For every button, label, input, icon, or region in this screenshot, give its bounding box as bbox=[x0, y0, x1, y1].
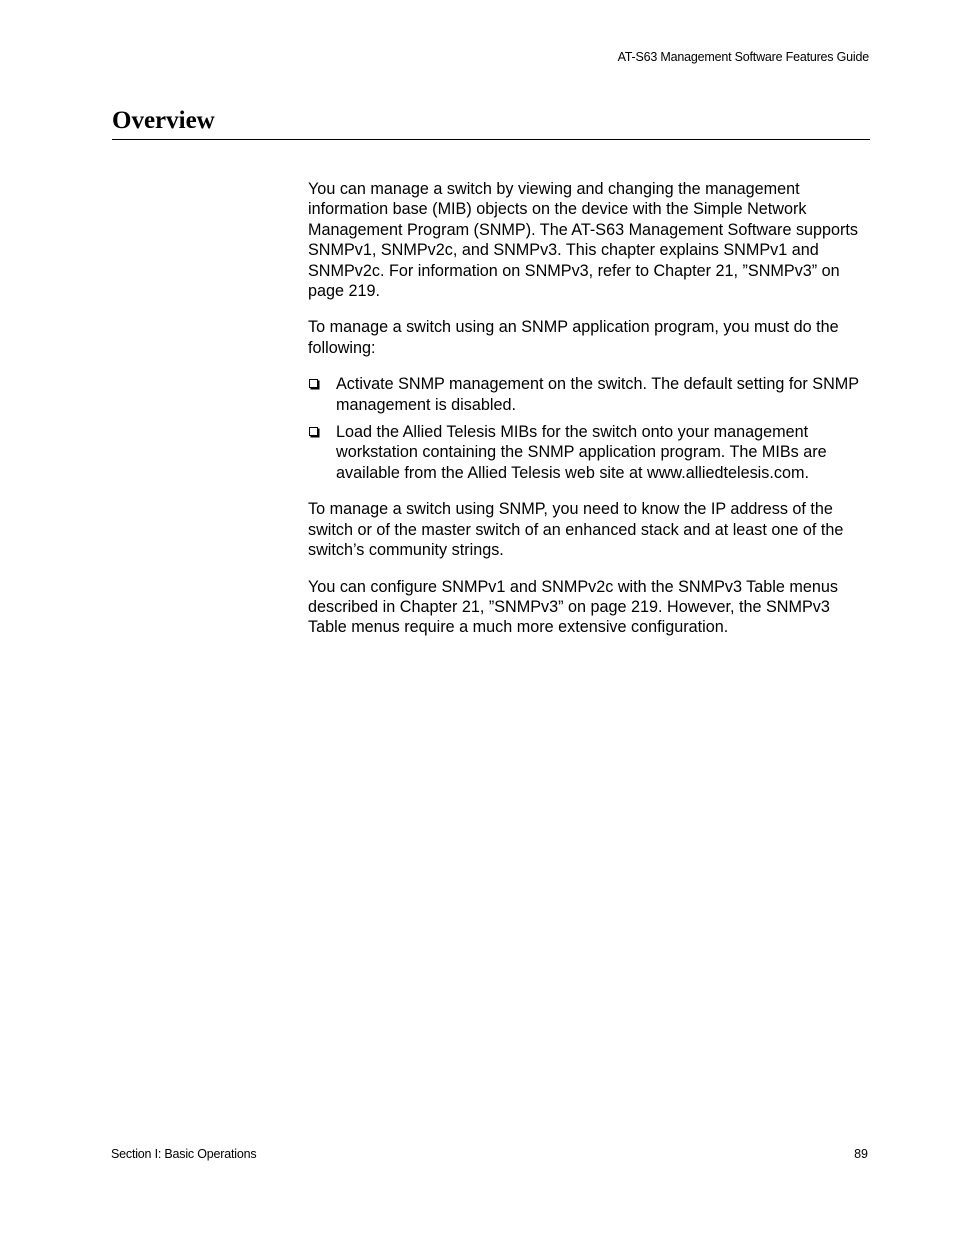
footer-section-label: Section I: Basic Operations bbox=[111, 1147, 257, 1161]
ip-address-paragraph: To manage a switch using SNMP, you need to know the IP address of the switch or of the master switch of an enhanced stack and at least one of the switch’s community strings. bbox=[308, 500, 844, 560]
intro-paragraph: You can manage a switch by viewing and changing the management information base (MIB) objects on the device with the Simple Network Management Program (SNMP). The AT-S63 Management Software supports SNMPv1, SNMPv2c, and SNMPv3. This chapter explains SNMPv1 and SNMPv2c. For information on SNMPv3, refer to Chapter 21, ”SNMPv3” on page 219. bbox=[308, 180, 859, 301]
requirements-intro-paragraph: To manage a switch using an SNMP application program, you must do the following: bbox=[308, 318, 839, 357]
list-item bbox=[308, 374, 870, 415]
list-item-text: Activate SNMP management on the switch. The default setting for SNMP management is disabled. bbox=[336, 375, 859, 414]
body-column bbox=[308, 179, 870, 654]
section-heading: Overview bbox=[112, 106, 870, 140]
running-header: AT-S63 Management Software Features Guide bbox=[617, 50, 869, 64]
checkbox-bullet-icon bbox=[309, 379, 318, 388]
requirements-list bbox=[308, 374, 870, 483]
footer-page-number: 89 bbox=[854, 1147, 868, 1161]
configuration-paragraph: You can configure SNMPv1 and SNMPv2c with the SNMPv3 Table menus described in Chapter 21, ”SNMPv3” on page 219. However, the SNMPv3 Table menus require a much more extensive configuration. bbox=[308, 577, 838, 637]
list-item-text: Load the Allied Telesis MIBs for the switch onto your management workstation containing the SNMP application program. The MIBs are available from the Allied Telesis web site at www.alliedtelesis.com. bbox=[336, 423, 827, 482]
list-item bbox=[308, 422, 870, 483]
checkbox-bullet-icon bbox=[309, 427, 318, 436]
